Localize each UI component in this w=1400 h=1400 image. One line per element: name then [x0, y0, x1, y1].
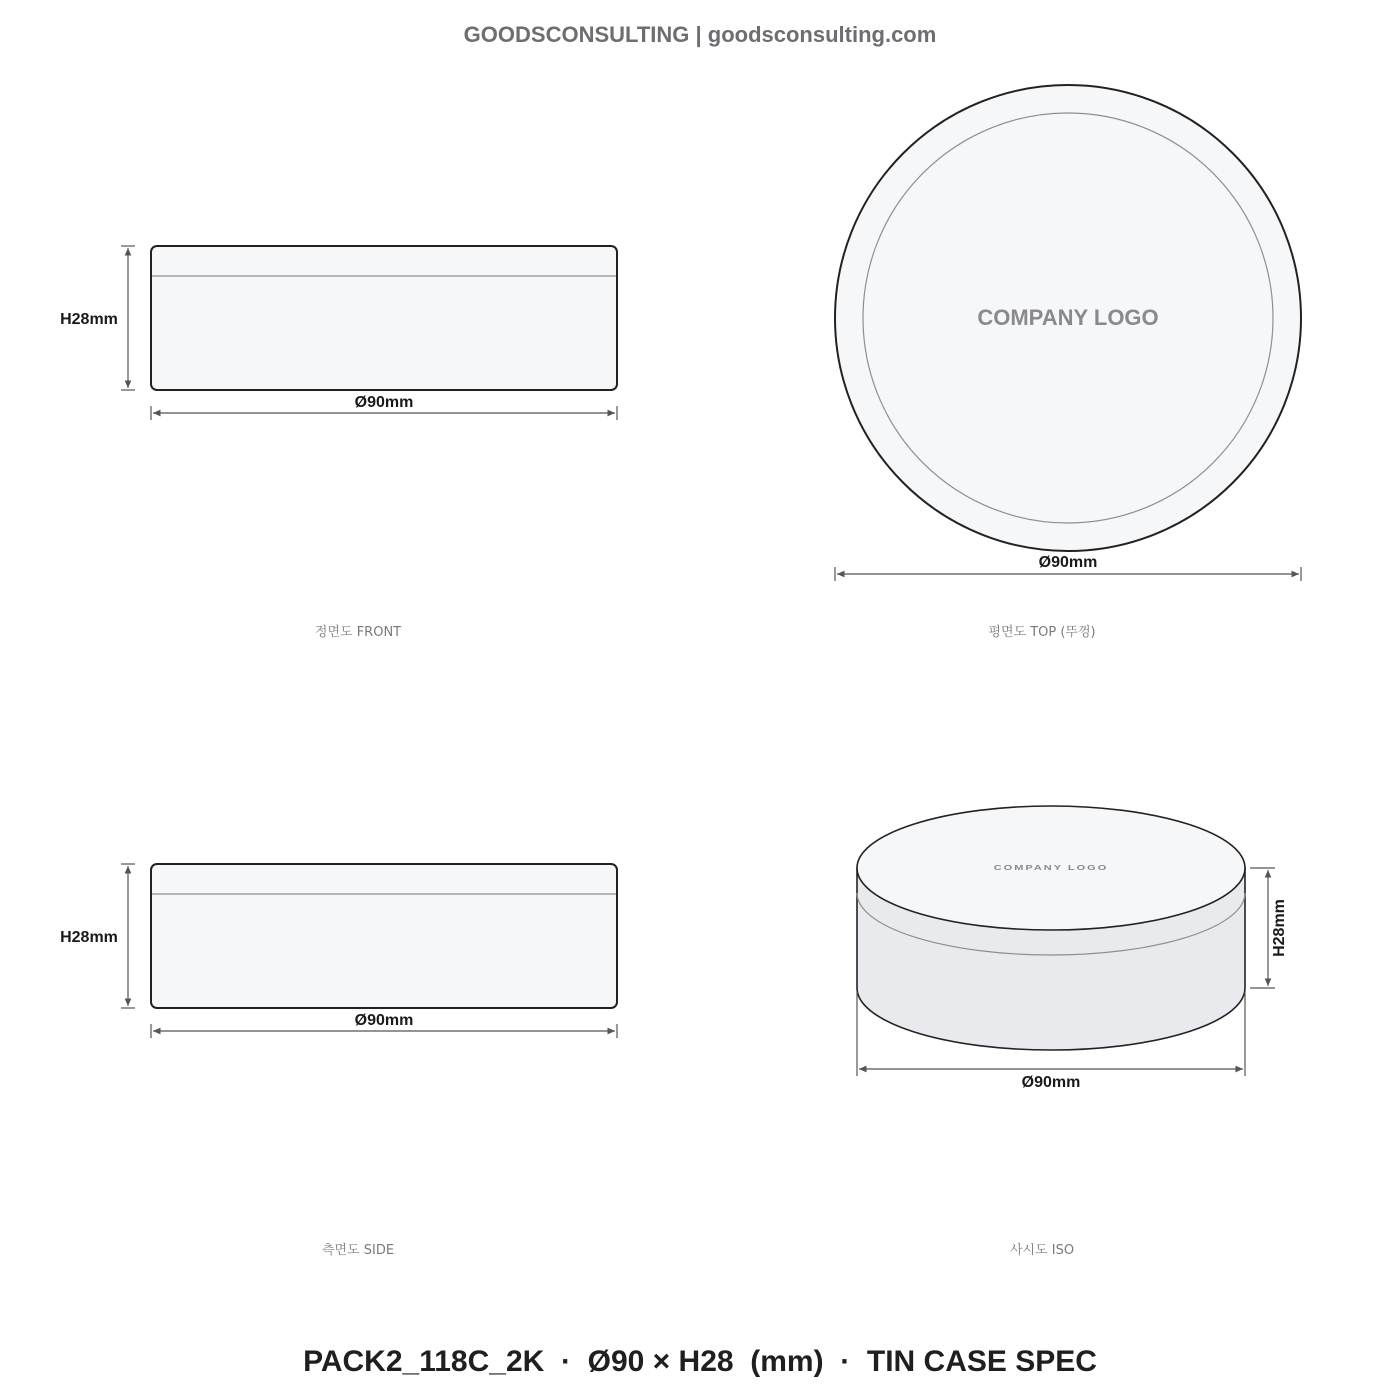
side-height-dimension: [60, 864, 135, 1008]
spec-footer: PACK2_118C_2K · Ø90 × H28 (mm) · TIN CASE SPEC: [303, 1345, 1097, 1378]
iso-company-logo: COMPANY LOGO: [993, 863, 1109, 873]
side-width-label: Ø90mm: [354, 1012, 414, 1029]
front-body: [151, 246, 617, 390]
top-view: [835, 85, 1301, 640]
top-caption: 평면도 TOP (뚜껑): [988, 625, 1096, 640]
top-diameter-dimension: [835, 554, 1301, 581]
iso-view: [857, 806, 1288, 1258]
iso-diameter-label: Ø90mm: [1021, 1074, 1081, 1091]
front-caption: 정면도 FRONT: [314, 625, 402, 640]
top-diameter-label: Ø90mm: [1038, 554, 1098, 571]
front-width-dimension: [151, 394, 617, 420]
front-height-dimension: [60, 246, 135, 390]
side-width-dimension: [151, 1012, 617, 1038]
side-body: [151, 864, 617, 1008]
iso-height-label: H28mm: [1271, 899, 1288, 957]
top-company-logo: COMPANY LOGO: [977, 305, 1159, 330]
iso-caption: 사시도 ISO: [1009, 1243, 1075, 1258]
iso-height-dimension: [1250, 868, 1288, 988]
brand-header: GOODSCONSULTING | goodsconsulting.com: [463, 22, 937, 47]
front-view: [60, 246, 617, 640]
side-height-label: H28mm: [60, 929, 118, 946]
side-caption: 측면도 SIDE: [321, 1243, 395, 1258]
side-view: [60, 864, 617, 1258]
front-width-label: Ø90mm: [354, 394, 414, 411]
front-height-label: H28mm: [60, 311, 118, 328]
